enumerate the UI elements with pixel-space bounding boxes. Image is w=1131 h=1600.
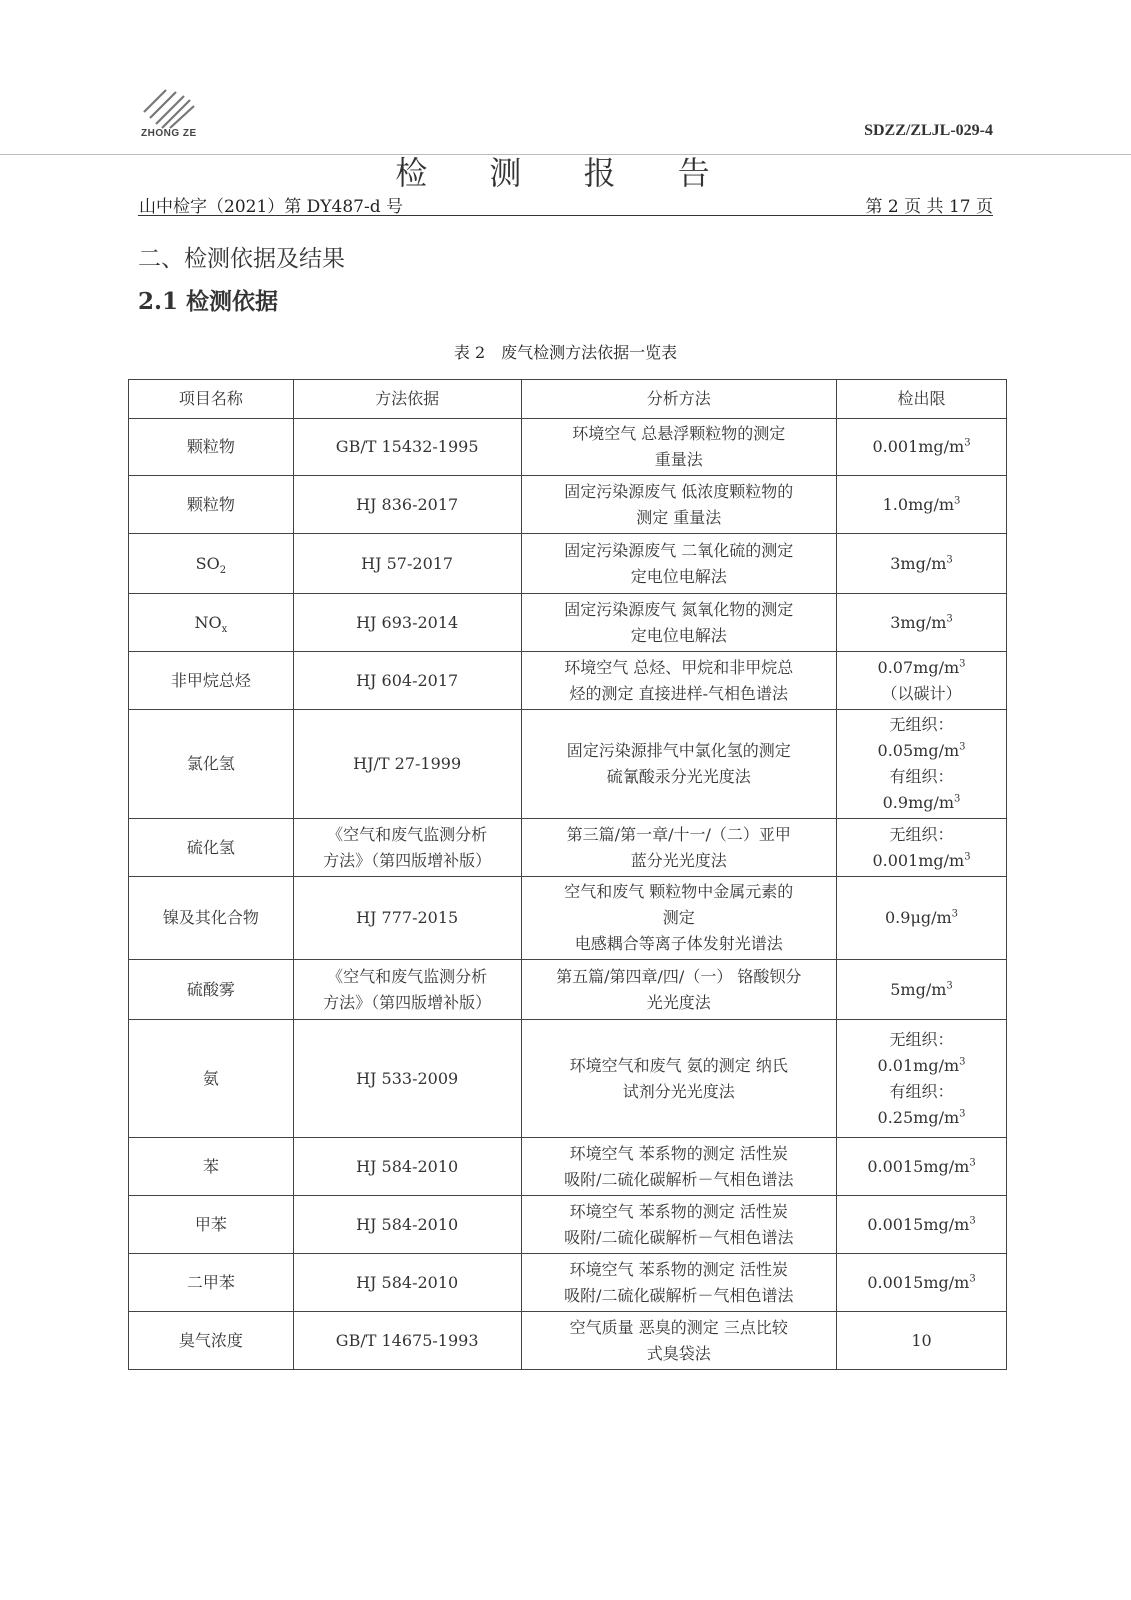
item-name-cell: 硫化氢 [129, 819, 294, 877]
report-number: 山中检字（2021）第 DY487-d 号 [139, 197, 403, 217]
item-name-cell: 甲苯 [129, 1196, 294, 1254]
analysis-method-cell: 固定污染源排气中氯化氢的测定 硫氰酸汞分光光度法 [521, 710, 837, 819]
table-row [129, 1138, 1007, 1196]
method-basis-cell: HJ/T 27-1999 [293, 710, 521, 819]
table-row [129, 960, 1007, 1020]
analysis-method-cell: 环境空气和废气 氨的测定 纳氏 试剂分光光度法 [521, 1020, 837, 1138]
report-title: 检 测 报 告 [395, 154, 736, 192]
header-divider [138, 215, 993, 216]
table-row [129, 476, 1007, 534]
section-heading: 二、检测依据及结果 [138, 246, 345, 272]
analysis-method-cell: 环境空气 总悬浮颗粒物的测定 重量法 [521, 419, 837, 476]
method-basis-cell: HJ 777-2015 [293, 877, 521, 960]
detection-limit-cell: $5mg/m^3$ [837, 960, 1007, 1020]
item-name-cell: 镍及其化合物 [129, 877, 294, 960]
table-row [129, 419, 1007, 476]
detection-limit-cell: $1.0mg/m^3$ [837, 476, 1007, 534]
analysis-method-cell: 固定污染源废气 二氧化硫的测定 定电位电解法 [521, 534, 837, 594]
method-basis-cell: HJ 584-2010 [293, 1196, 521, 1254]
detection-limit-cell: 无组织： $0.01mg/m^3$ 有组织： $0.25mg/m^3$ [837, 1020, 1007, 1138]
column-header-basis: 方法依据 [293, 380, 521, 419]
analysis-method-cell: 环境空气 苯系物的测定 活性炭 吸附/二硫化碳解析－气相色谱法 [521, 1196, 837, 1254]
analysis-method-cell: 固定污染源废气 低浓度颗粒物的 测定 重量法 [521, 476, 837, 534]
detection-limit-cell: $3mg/m^3$ [837, 594, 1007, 652]
method-basis-cell: 《空气和废气监测分析 方法》（第四版增补版） [293, 960, 521, 1020]
table-row [129, 1196, 1007, 1254]
table-row [129, 534, 1007, 594]
item-name-cell: $NO_x$ [129, 594, 294, 652]
table-row [129, 710, 1007, 819]
table-row [129, 1254, 1007, 1312]
table-row [129, 877, 1007, 960]
method-basis-cell: HJ 57-2017 [293, 534, 521, 594]
detection-limit-cell: $0.0015mg/m^3$ [837, 1138, 1007, 1196]
table-header-row [129, 380, 1007, 419]
detection-limit-cell: $0.0015mg/m^3$ [837, 1254, 1007, 1312]
detection-limit-cell: $0.07mg/m^3$ （以碳计） [837, 652, 1007, 710]
method-basis-cell: GB/T 15432-1995 [293, 419, 521, 476]
document-code: SDZZ/ZLJL-029-4 [864, 122, 993, 139]
method-basis-cell: HJ 836-2017 [293, 476, 521, 534]
method-basis-cell: 《空气和废气监测分析 方法》（第四版增补版） [293, 819, 521, 877]
method-basis-cell: HJ 584-2010 [293, 1138, 521, 1196]
logo-text: ZHONG ZE [141, 128, 197, 139]
detection-limit-cell: 无组织： $0.001mg/m^3$ [837, 819, 1007, 877]
detection-limit-cell: 无组织： $0.05mg/m^3$ 有组织： $0.9mg/m^3$ [837, 710, 1007, 819]
method-basis-cell: HJ 604-2017 [293, 652, 521, 710]
analysis-method-cell: 环境空气 苯系物的测定 活性炭 吸附/二硫化碳解析－气相色谱法 [521, 1138, 837, 1196]
detection-limit-cell: $0.0015mg/m^3$ [837, 1196, 1007, 1254]
item-name-cell: $SO_2$ [129, 534, 294, 594]
column-header-limit: 检出限 [837, 380, 1007, 419]
table-caption: 表 2 废气检测方法依据一览表 [453, 343, 678, 362]
method-basis-cell: HJ 533-2009 [293, 1020, 521, 1138]
analysis-method-cell: 空气和废气 颗粒物中金属元素的 测定 电感耦合等离子体发射光谱法 [521, 877, 837, 960]
analysis-method-cell: 环境空气 苯系物的测定 活性炭 吸附/二硫化碳解析－气相色谱法 [521, 1254, 837, 1312]
detection-limit-cell: $0.9\mu g/m^3$ [837, 877, 1007, 960]
item-name-cell: 氨 [129, 1020, 294, 1138]
analysis-method-cell: 第五篇/第四章/四/（一） 铬酸钡分 光光度法 [521, 960, 837, 1020]
analysis-method-cell: 第三篇/第一章/十一/（二）亚甲 蓝分光光度法 [521, 819, 837, 877]
table-row [129, 652, 1007, 710]
item-name-cell: 氯化氢 [129, 710, 294, 819]
method-basis-cell: HJ 693-2014 [293, 594, 521, 652]
method-basis-table [128, 379, 1007, 1370]
table-row [129, 1312, 1007, 1370]
method-basis-cell: HJ 584-2010 [293, 1254, 521, 1312]
item-name-cell: 苯 [129, 1138, 294, 1196]
column-header-method: 分析方法 [521, 380, 837, 419]
analysis-method-cell: 空气质量 恶臭的测定 三点比较 式臭袋法 [521, 1312, 837, 1370]
table-row [129, 1020, 1007, 1138]
item-name-cell: 颗粒物 [129, 476, 294, 534]
detection-limit-cell: $3mg/m^3$ [837, 534, 1007, 594]
item-name-cell: 硫酸雾 [129, 960, 294, 1020]
page-indicator: 第 2 页 共 17 页 [865, 197, 993, 217]
column-header-item: 项目名称 [129, 380, 294, 419]
analysis-method-cell: 固定污染源废气 氮氧化物的测定 定电位电解法 [521, 594, 837, 652]
item-name-cell: 非甲烷总烃 [129, 652, 294, 710]
subsection-heading: 2.1 检测依据 [138, 288, 279, 315]
item-name-cell: 臭气浓度 [129, 1312, 294, 1370]
analysis-method-cell: 环境空气 总烃、甲烷和非甲烷总 烃的测定 直接进样-气相色谱法 [521, 652, 837, 710]
detection-limit-cell: $0.001mg/m^3$ [837, 419, 1007, 476]
table-row [129, 819, 1007, 877]
method-basis-cell: GB/T 14675-1993 [293, 1312, 521, 1370]
item-name-cell: 颗粒物 [129, 419, 294, 476]
item-name-cell: 二甲苯 [129, 1254, 294, 1312]
table-row [129, 594, 1007, 652]
detection-limit-cell: 10 [837, 1312, 1007, 1370]
